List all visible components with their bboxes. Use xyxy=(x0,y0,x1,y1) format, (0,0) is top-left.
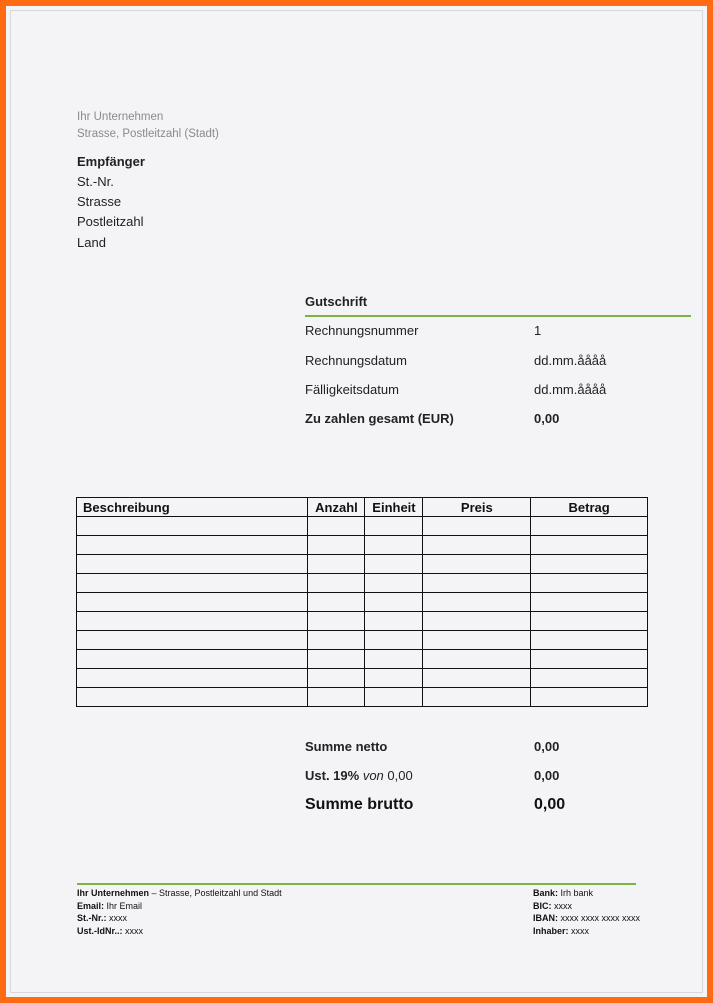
table-row xyxy=(77,669,648,688)
table-cell xyxy=(423,574,531,593)
vat-label-base: 0,00 xyxy=(387,768,413,783)
table-cell xyxy=(365,631,423,650)
table-cell xyxy=(308,631,365,650)
table-cell xyxy=(308,593,365,612)
col-unit: Einheit xyxy=(365,498,423,517)
table-cell xyxy=(77,574,308,593)
vat-label-of: von xyxy=(362,768,384,783)
table-cell xyxy=(365,555,423,574)
footer-email-line xyxy=(77,900,282,913)
table-cell xyxy=(77,669,308,688)
footer-company: Ihr Unternehmen xyxy=(77,888,150,898)
footer-email-value: Ihr Email xyxy=(104,900,143,911)
table-cell xyxy=(77,631,308,650)
footer-bank-label: Bank: xyxy=(532,888,558,898)
col-quantity: Anzahl xyxy=(308,498,365,517)
net-total-label: Summe netto xyxy=(305,739,388,754)
table-cell xyxy=(531,574,648,593)
table-cell xyxy=(308,688,365,707)
table-cell xyxy=(423,688,531,707)
footer-bic-value: xxxx xyxy=(551,900,572,911)
invoice-page xyxy=(6,6,707,997)
recipient-postal: Postleitzahl xyxy=(77,214,144,229)
footer-bic-line xyxy=(533,900,640,913)
document-title: Gutschrift xyxy=(305,294,368,309)
footer-bank-value: Irh bank xyxy=(558,888,594,898)
table-row xyxy=(77,555,648,574)
table-cell xyxy=(423,650,531,669)
gross-total-label: Summe brutto xyxy=(305,796,414,813)
table-cell xyxy=(77,612,308,631)
table-cell xyxy=(308,669,365,688)
table-cell xyxy=(308,555,365,574)
table-cell xyxy=(531,555,648,574)
total-due-label: Zu zahlen gesamt (EUR) xyxy=(305,411,454,426)
table-cell xyxy=(423,536,531,555)
table-body xyxy=(77,517,648,707)
footer-iban-value: xxxx xxxx xxxx xxxx xyxy=(557,913,640,923)
table-row xyxy=(77,650,648,669)
sender-address: Strasse, Postleitzahl (Stadt) xyxy=(77,128,219,140)
footer-bank-line xyxy=(533,887,640,900)
table-cell xyxy=(423,631,531,650)
table-cell xyxy=(423,593,531,612)
gross-total-value: 0,00 xyxy=(534,796,566,813)
vat-label xyxy=(305,768,413,783)
table-cell xyxy=(365,574,423,593)
table-cell xyxy=(308,574,365,593)
due-date-value: dd.mm.åååå xyxy=(534,382,607,397)
table-cell xyxy=(365,517,423,536)
table-cell xyxy=(308,650,365,669)
table-cell xyxy=(77,593,308,612)
footer-owner-line xyxy=(533,925,640,938)
net-total-value: 0,00 xyxy=(534,739,560,754)
table-cell xyxy=(531,669,648,688)
due-date-label: Fälligkeitsdatum xyxy=(305,382,399,397)
table-cell xyxy=(308,612,365,631)
footer-ustid-line xyxy=(77,925,282,938)
table-cell xyxy=(365,650,423,669)
table-row xyxy=(77,688,648,707)
table-cell xyxy=(77,688,308,707)
table-header-row xyxy=(77,498,648,517)
table-cell xyxy=(531,631,648,650)
table-cell xyxy=(531,612,648,631)
footer-divider xyxy=(77,883,636,885)
table-cell xyxy=(423,612,531,631)
footer-company-line xyxy=(77,887,282,900)
table-cell xyxy=(77,517,308,536)
table-cell xyxy=(308,517,365,536)
table-cell xyxy=(423,517,531,536)
table-cell xyxy=(531,650,648,669)
vat-label-rate: Ust. 19% xyxy=(305,768,360,783)
col-description: Beschreibung xyxy=(77,498,308,517)
col-amount: Betrag xyxy=(531,498,648,517)
footer-left xyxy=(77,887,282,937)
footer-stnr-value: xxxx xyxy=(106,913,128,923)
table-cell xyxy=(77,536,308,555)
vat-value: 0,00 xyxy=(534,768,560,783)
col-price: Preis xyxy=(423,498,531,517)
table-cell xyxy=(308,536,365,555)
table-cell xyxy=(423,555,531,574)
total-due-value: 0,00 xyxy=(534,411,560,426)
recipient-country: Land xyxy=(77,235,106,250)
footer-bic-label: BIC: xyxy=(532,900,552,911)
footer-iban-line xyxy=(533,912,640,925)
footer-email-label: Email: xyxy=(77,900,105,911)
footer-ustid-label: Ust.-IdNr..: xyxy=(77,925,123,936)
table-cell xyxy=(365,688,423,707)
recipient-street: Strasse xyxy=(77,194,122,209)
table-cell xyxy=(531,593,648,612)
table-cell xyxy=(531,536,648,555)
sender-company: Ihr Unternehmen xyxy=(77,111,164,123)
invoice-date-label: Rechnungsdatum xyxy=(305,353,407,368)
footer-iban-label: IBAN: xyxy=(532,913,558,923)
invoice-number-value: 1 xyxy=(534,323,542,338)
footer-stnr-line xyxy=(77,912,282,925)
footer-owner-value: xxxx xyxy=(568,925,590,936)
table-row xyxy=(77,517,648,536)
title-underline xyxy=(305,315,691,317)
footer-right xyxy=(533,887,640,937)
table-cell xyxy=(365,593,423,612)
table-row xyxy=(77,593,648,612)
invoice-date-value: dd.mm.åååå xyxy=(534,353,607,368)
line-items-table xyxy=(76,497,648,707)
recipient-street-no: St.-Nr. xyxy=(77,174,114,189)
footer-company-address: – Strasse, Postleitzahl und Stadt xyxy=(149,888,282,898)
table-cell xyxy=(365,536,423,555)
footer-owner-label: Inhaber: xyxy=(532,925,569,936)
table-row xyxy=(77,574,648,593)
footer-stnr-label: St.-Nr.: xyxy=(77,913,107,923)
invoice-number-label: Rechnungsnummer xyxy=(305,323,419,338)
recipient-name: Empfänger xyxy=(77,154,145,169)
table-row xyxy=(77,631,648,650)
table-cell xyxy=(423,669,531,688)
table-cell xyxy=(365,669,423,688)
table-cell xyxy=(77,650,308,669)
footer-ustid-value: xxxx xyxy=(122,925,144,936)
table-row xyxy=(77,612,648,631)
table-cell xyxy=(77,555,308,574)
table-cell xyxy=(531,517,648,536)
table-cell xyxy=(531,688,648,707)
table-cell xyxy=(365,612,423,631)
table-row xyxy=(77,536,648,555)
